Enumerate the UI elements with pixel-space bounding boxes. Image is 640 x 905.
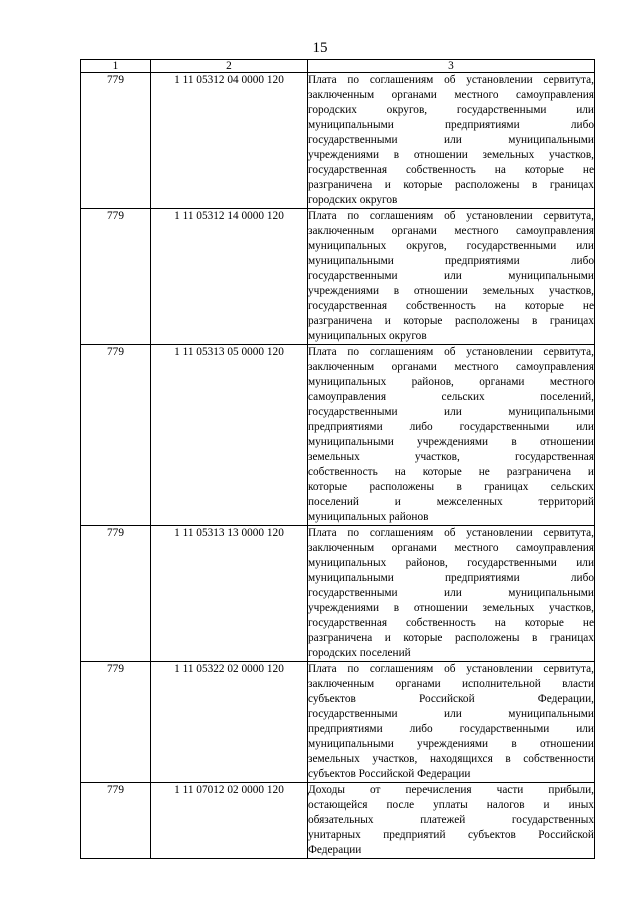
page-number: 15 (312, 40, 328, 56)
revenue-name-line: субъектов Российской Федерации (308, 768, 471, 780)
revenue-name-cell (308, 526, 595, 662)
revenue-name-line: муниципальных районов (308, 511, 429, 523)
admin-code-cell: 779 (81, 662, 151, 783)
revenue-name-line: учреждениями в отношении земельных участков, (308, 285, 594, 297)
revenue-name-line: земельных участков, государственная (308, 451, 594, 463)
table-header-row (81, 60, 595, 73)
revenue-name-line: остающейся после уплаты налогов и иных (308, 799, 594, 811)
table-row (81, 662, 595, 783)
table-body (81, 73, 595, 859)
admin-code-cell: 779 (81, 783, 151, 859)
table-row (81, 209, 595, 345)
revenue-name-line: государственными или муниципальными (308, 587, 594, 599)
revenue-code-cell: 1 11 07012 02 0000 120 (151, 783, 308, 859)
revenue-name-line: Плата по соглашениям об установлении сервитута, (308, 74, 594, 86)
admin-code-cell: 779 (81, 209, 151, 345)
revenue-name-line: учреждениями в отношении земельных участков, (308, 149, 594, 161)
revenue-name-line: Федерации (308, 844, 362, 856)
revenue-name-line: обязательных платежей государственных (308, 814, 594, 826)
revenue-name-line: заключенным органами местного самоуправления (308, 361, 594, 373)
revenue-name-line: земельных участков, находящихся в собственности (308, 753, 594, 765)
revenue-name-line: муниципальными предприятиями либо (308, 255, 594, 267)
revenue-name-line: государственными или муниципальными (308, 270, 594, 282)
revenue-name-line: городских поселений (308, 647, 411, 659)
revenue-code-cell: 1 11 05322 02 0000 120 (151, 662, 308, 783)
revenue-name-line: государственная собственность на которые не (308, 617, 594, 629)
table-row (81, 73, 595, 209)
revenue-name-line: разграничена и которые расположены в границах (308, 632, 594, 644)
revenue-name-line: городских округов (308, 194, 398, 206)
revenue-name-line: унитарных предприятий субъектов Российской (308, 829, 594, 841)
revenue-name-line: муниципальных районов, государственными или (308, 557, 594, 569)
revenue-name-line: государственная собственность на которые не (308, 300, 594, 312)
revenue-name-line: государственная собственность на которые не (308, 164, 594, 176)
revenue-name-cell (308, 783, 595, 859)
revenue-name-line: поселений и межселенных территорий (308, 496, 594, 508)
revenue-name-line: государственными или муниципальными (308, 406, 594, 418)
column-header-1: 1 (81, 60, 151, 73)
column-header-2: 2 (151, 60, 308, 73)
revenue-name-line: государственными или муниципальными (308, 708, 594, 720)
admin-code-cell: 779 (81, 345, 151, 526)
revenue-name-line: муниципальными предприятиями либо (308, 119, 594, 131)
revenue-name-line: заключенным органами местного самоуправления (308, 542, 594, 554)
revenue-code-cell: 1 11 05312 14 0000 120 (151, 209, 308, 345)
revenue-name-line: которые расположены в границах сельских (308, 481, 594, 493)
revenue-name-line: муниципальных округов (308, 330, 427, 342)
revenue-codes-table (80, 59, 595, 859)
revenue-name-line: учреждениями в отношении земельных участков, (308, 602, 594, 614)
revenue-name-line: государственными или муниципальными (308, 134, 594, 146)
revenue-name-line: Плата по соглашениям об установлении сервитута, (308, 527, 594, 539)
revenue-name-line: субъектов Российской Федерации, (308, 693, 594, 705)
revenue-name-line: муниципальными учреждениями в отношении (308, 738, 594, 750)
revenue-name-line: муниципальными предприятиями либо (308, 572, 594, 584)
revenue-name-line: разграничена и которые расположены в границах (308, 179, 594, 191)
revenue-name-cell (308, 73, 595, 209)
revenue-code-cell: 1 11 05312 04 0000 120 (151, 73, 308, 209)
revenue-name-line: собственность на которые не разграничена и (308, 466, 594, 478)
column-header-3: 3 (308, 60, 595, 73)
revenue-name-line: разграничена и которые расположены в границах (308, 315, 594, 327)
revenue-name-line: городских округов, государственными или (308, 104, 594, 116)
revenue-name-cell (308, 209, 595, 345)
table-row (81, 345, 595, 526)
revenue-name-line: Доходы от перечисления части прибыли, (308, 784, 594, 796)
revenue-code-cell: 1 11 05313 05 0000 120 (151, 345, 308, 526)
table-row (81, 783, 595, 859)
revenue-name-line: предприятиями либо государственными или (308, 421, 594, 433)
revenue-name-line: предприятиями либо государственными или (308, 723, 594, 735)
revenue-name-line: самоуправления сельских поселений, (308, 391, 594, 403)
table-row (81, 526, 595, 662)
revenue-name-line: заключенным органами местного самоуправления (308, 89, 594, 101)
revenue-name-line: заключенным органами исполнительной власти (308, 678, 594, 690)
revenue-name-cell (308, 662, 595, 783)
admin-code-cell: 779 (81, 73, 151, 209)
revenue-name-line: Плата по соглашениям об установлении сервитута, (308, 210, 594, 222)
admin-code-cell: 779 (81, 526, 151, 662)
revenue-name-line: муниципальных районов, органами местного (308, 376, 594, 388)
revenue-name-line: Плата по соглашениям об установлении сервитута, (308, 346, 594, 358)
revenue-name-line: муниципальных округов, государственными или (308, 240, 594, 252)
revenue-name-line: Плата по соглашениям об установлении сервитута, (308, 663, 594, 675)
revenue-name-cell (308, 345, 595, 526)
revenue-name-line: заключенным органами местного самоуправления (308, 225, 594, 237)
revenue-code-cell: 1 11 05313 13 0000 120 (151, 526, 308, 662)
revenue-name-line: муниципальными учреждениями в отношении (308, 436, 594, 448)
